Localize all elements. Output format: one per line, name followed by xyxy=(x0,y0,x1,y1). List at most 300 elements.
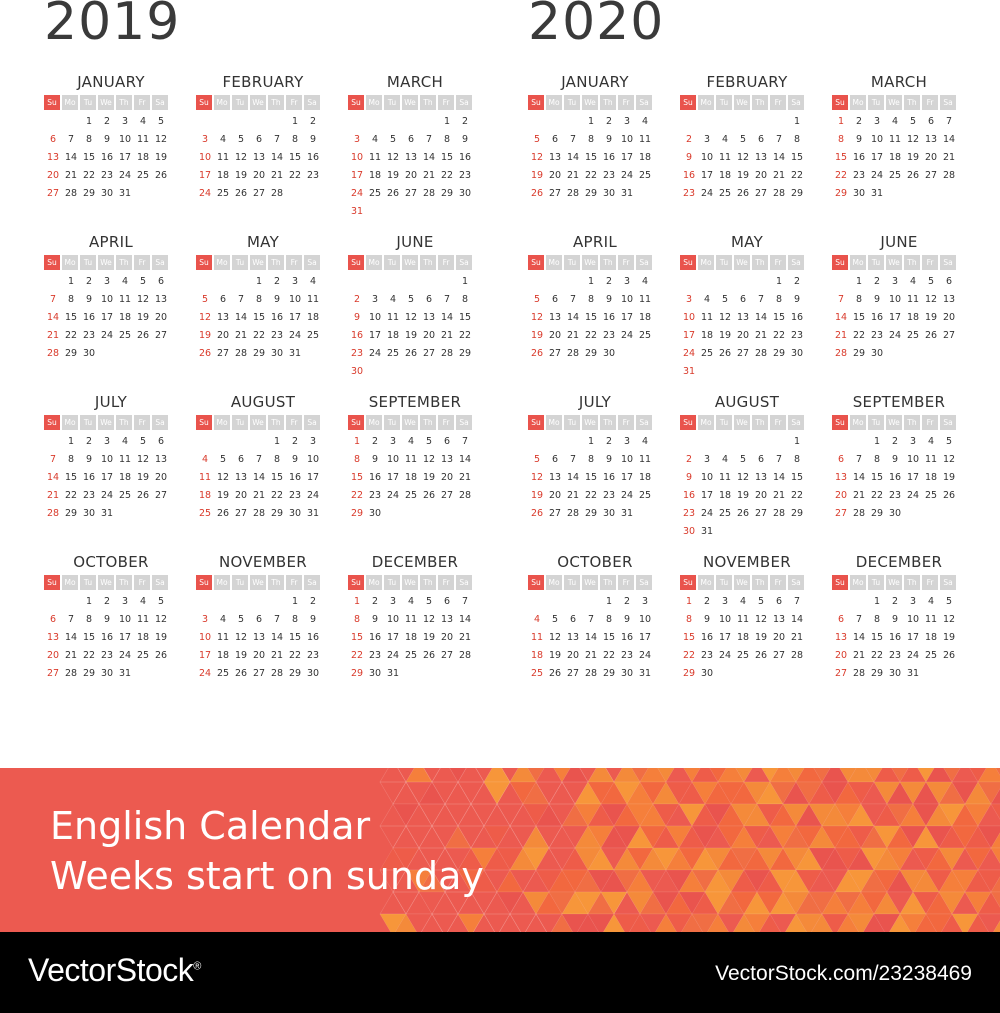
day-cell xyxy=(904,345,922,363)
day-cell xyxy=(438,363,456,381)
day-cell xyxy=(420,363,438,381)
day-cell: 7 xyxy=(425,134,433,145)
day-grid xyxy=(44,433,178,523)
day-cell: 25 xyxy=(638,330,652,341)
week-row xyxy=(680,593,814,611)
day-cell: 6 xyxy=(443,436,451,447)
day-cell: 1 xyxy=(461,276,469,287)
day-cell: 2 xyxy=(891,596,899,607)
day-cell: 2 xyxy=(85,276,93,287)
day-cell: 21 xyxy=(64,650,78,661)
weekday-label: Tu xyxy=(868,95,884,110)
day-cell: 9 xyxy=(103,614,111,625)
day-cell xyxy=(940,505,958,523)
month-name: JULY xyxy=(578,393,612,411)
day-cell: 18 xyxy=(386,330,400,341)
day-cell-sunday: 21 xyxy=(834,330,848,341)
month-name: AUGUST xyxy=(230,393,296,411)
weekday-header xyxy=(348,415,482,430)
day-cell: 30 xyxy=(458,188,472,199)
month-name: OCTOBER xyxy=(557,553,633,571)
day-cell xyxy=(420,505,438,523)
day-cell: 26 xyxy=(754,650,768,661)
day-cell: 1 xyxy=(291,596,299,607)
weekday-label: Th xyxy=(600,575,616,590)
day-cell xyxy=(752,523,770,541)
footer-bar xyxy=(0,932,1000,1013)
day-cell: 6 xyxy=(237,454,245,465)
day-cell-sunday: 10 xyxy=(198,152,212,163)
day-cell xyxy=(716,665,734,683)
week-row xyxy=(196,665,330,683)
day-cell: 4 xyxy=(407,596,415,607)
day-cell xyxy=(214,593,232,611)
day-cell: 24 xyxy=(118,170,132,181)
day-cell-sunday: 13 xyxy=(46,152,60,163)
week-row xyxy=(348,665,482,683)
day-cell: 25 xyxy=(700,348,714,359)
day-cell xyxy=(250,113,268,131)
day-grid xyxy=(680,593,814,683)
day-cell: 18 xyxy=(924,472,938,483)
day-cell: 6 xyxy=(757,134,765,145)
month-name: JANUARY xyxy=(77,73,145,91)
day-cell: 20 xyxy=(252,170,266,181)
month-block xyxy=(528,392,662,523)
week-row xyxy=(528,273,662,291)
day-cell: 23 xyxy=(82,330,96,341)
day-cell: 27 xyxy=(252,188,266,199)
weekday-header xyxy=(196,415,330,430)
day-cell: 14 xyxy=(422,152,436,163)
day-cell xyxy=(62,593,80,611)
week-row xyxy=(680,665,814,683)
day-cell: 18 xyxy=(136,632,150,643)
day-cell xyxy=(940,345,958,363)
day-cell: 4 xyxy=(139,596,147,607)
weekday-header xyxy=(528,95,662,110)
day-cell: 1 xyxy=(273,436,281,447)
week-row xyxy=(196,273,330,291)
day-cell: 9 xyxy=(855,134,863,145)
week-row xyxy=(680,327,814,345)
day-cell: 22 xyxy=(870,650,884,661)
day-cell-sunday: 8 xyxy=(353,614,361,625)
day-cell: 29 xyxy=(870,508,884,519)
day-cell: 5 xyxy=(425,436,433,447)
day-cell-sunday: 19 xyxy=(530,490,544,501)
registered-mark: ® xyxy=(193,960,201,973)
day-cell-sunday xyxy=(832,273,850,291)
weekday-label: Tu xyxy=(80,575,96,590)
day-cell: 28 xyxy=(234,348,248,359)
month-block xyxy=(196,552,330,683)
day-cell xyxy=(402,203,420,221)
day-cell: 12 xyxy=(718,312,732,323)
week-row xyxy=(196,593,330,611)
weekday-label: We xyxy=(582,415,598,430)
weekday-label: Mo xyxy=(214,95,230,110)
weekday-label: Sa xyxy=(304,95,320,110)
weekday-label: Fr xyxy=(438,95,454,110)
day-cell: 27 xyxy=(736,348,750,359)
day-cell xyxy=(922,505,940,523)
day-cell: 22 xyxy=(790,490,804,501)
day-cell: 16 xyxy=(82,312,96,323)
day-cell-sunday xyxy=(44,273,62,291)
day-cell: 27 xyxy=(404,188,418,199)
day-cell: 13 xyxy=(404,152,418,163)
day-cell xyxy=(232,433,250,451)
triangle-pattern xyxy=(0,768,1000,932)
day-cell: 24 xyxy=(386,490,400,501)
week-row xyxy=(44,113,178,131)
day-cell: 15 xyxy=(440,152,454,163)
day-cell: 29 xyxy=(852,348,866,359)
weekday-header xyxy=(832,575,966,590)
week-row xyxy=(348,291,482,309)
day-cell: 20 xyxy=(404,170,418,181)
weekday-label: Th xyxy=(904,575,920,590)
weekday-label: Th xyxy=(752,255,768,270)
day-cell: 26 xyxy=(736,508,750,519)
day-cell-sunday: 8 xyxy=(837,134,845,145)
day-cell xyxy=(618,345,636,363)
day-cell: 26 xyxy=(942,490,956,501)
day-cell xyxy=(582,593,600,611)
week-row xyxy=(832,665,966,683)
weekday-label: We xyxy=(98,95,114,110)
day-cell: 26 xyxy=(924,330,938,341)
day-cell xyxy=(134,185,152,203)
day-cell xyxy=(366,203,384,221)
day-cell: 8 xyxy=(67,294,75,305)
day-cell: 17 xyxy=(288,312,302,323)
day-cell: 25 xyxy=(136,650,150,661)
weekday-label: Mo xyxy=(850,95,866,110)
day-cell: 1 xyxy=(443,116,451,127)
day-cell: 31 xyxy=(118,188,132,199)
day-cell: 1 xyxy=(605,596,613,607)
day-cell xyxy=(214,273,232,291)
day-cell-sunday xyxy=(44,593,62,611)
day-cell: 11 xyxy=(638,454,652,465)
day-cell: 26 xyxy=(942,650,956,661)
day-grid xyxy=(348,273,482,381)
day-cell: 3 xyxy=(909,436,917,447)
day-cell: 8 xyxy=(587,294,595,305)
day-cell xyxy=(770,113,788,131)
weekday-label: Fr xyxy=(618,415,634,430)
day-cell-sunday: 3 xyxy=(201,614,209,625)
day-cell: 13 xyxy=(548,472,562,483)
day-cell-sunday: 16 xyxy=(682,170,696,181)
day-cell-sunday: 16 xyxy=(350,330,364,341)
day-cell: 29 xyxy=(790,188,804,199)
day-cell: 11 xyxy=(404,614,418,625)
day-cell: 8 xyxy=(793,454,801,465)
day-cell-sunday: 22 xyxy=(682,650,696,661)
day-cell: 30 xyxy=(270,348,284,359)
day-cell: 16 xyxy=(368,632,382,643)
day-cell-sunday: 10 xyxy=(198,632,212,643)
day-cell: 30 xyxy=(790,348,804,359)
day-cell: 29 xyxy=(584,508,598,519)
day-cell-sunday xyxy=(348,273,366,291)
day-cell: 22 xyxy=(602,650,616,661)
month-name: SEPTEMBER xyxy=(368,393,462,411)
day-cell-sunday: 12 xyxy=(530,472,544,483)
day-cell: 23 xyxy=(368,650,382,661)
day-cell xyxy=(456,665,474,683)
day-cell-sunday xyxy=(196,593,214,611)
day-cell-sunday: 29 xyxy=(350,668,364,679)
day-cell: 4 xyxy=(371,134,379,145)
weekday-label: Mo xyxy=(214,255,230,270)
day-cell: 20 xyxy=(736,330,750,341)
weekday-label: Fr xyxy=(770,415,786,430)
day-cell: 21 xyxy=(772,170,786,181)
day-cell: 24 xyxy=(368,348,382,359)
day-cell: 9 xyxy=(793,294,801,305)
day-cell: 11 xyxy=(118,294,132,305)
day-cell: 24 xyxy=(620,170,634,181)
week-row xyxy=(528,113,662,131)
week-row xyxy=(44,611,178,629)
day-cell: 11 xyxy=(216,152,230,163)
day-cell: 7 xyxy=(569,454,577,465)
day-cell xyxy=(402,665,420,683)
week-row xyxy=(528,611,662,629)
day-cell-sunday: 16 xyxy=(682,490,696,501)
day-cell xyxy=(636,505,654,523)
week-row xyxy=(680,523,814,541)
day-cell xyxy=(770,523,788,541)
day-cell: 7 xyxy=(255,454,263,465)
day-cell xyxy=(438,203,456,221)
week-row xyxy=(196,611,330,629)
weekday-label: Fr xyxy=(438,255,454,270)
weekday-label: Mo xyxy=(698,415,714,430)
week-row xyxy=(44,185,178,203)
weekday-label: Tu xyxy=(716,575,732,590)
day-cell: 13 xyxy=(548,312,562,323)
day-cell-sunday: 29 xyxy=(682,668,696,679)
day-cell: 5 xyxy=(139,436,147,447)
day-cell: 25 xyxy=(368,188,382,199)
day-cell: 31 xyxy=(870,188,884,199)
weekday-label: Mo xyxy=(214,415,230,430)
weekday-label: Tu xyxy=(232,95,248,110)
day-cell: 28 xyxy=(790,650,804,661)
day-cell: 4 xyxy=(703,294,711,305)
day-cell: 12 xyxy=(736,472,750,483)
week-row xyxy=(832,345,966,363)
day-cell: 28 xyxy=(566,188,580,199)
day-cell: 25 xyxy=(386,348,400,359)
day-cell: 4 xyxy=(927,436,935,447)
week-row xyxy=(348,309,482,327)
week-row xyxy=(528,309,662,327)
day-cell: 12 xyxy=(404,312,418,323)
weekday-label: Mo xyxy=(62,415,78,430)
day-cell xyxy=(456,363,474,381)
day-cell: 11 xyxy=(306,294,320,305)
day-cell: 10 xyxy=(700,152,714,163)
day-cell: 21 xyxy=(566,330,580,341)
day-cell: 21 xyxy=(772,490,786,501)
day-cell: 10 xyxy=(288,294,302,305)
day-cell: 14 xyxy=(772,472,786,483)
weekday-header xyxy=(44,415,178,430)
day-cell: 7 xyxy=(793,596,801,607)
weekday-label: Fr xyxy=(438,415,454,430)
week-row xyxy=(528,665,662,683)
day-cell: 2 xyxy=(461,116,469,127)
day-grid xyxy=(528,593,662,683)
weekday-label: Mo xyxy=(850,255,866,270)
day-cell: 23 xyxy=(888,490,902,501)
month-block xyxy=(528,552,662,683)
day-cell xyxy=(152,665,170,683)
week-row xyxy=(196,433,330,451)
weekday-label: Tu xyxy=(564,255,580,270)
day-cell: 12 xyxy=(136,454,150,465)
day-cell: 3 xyxy=(389,596,397,607)
day-cell: 30 xyxy=(700,668,714,679)
day-cell: 22 xyxy=(852,330,866,341)
day-cell: 11 xyxy=(700,312,714,323)
day-cell: 14 xyxy=(852,632,866,643)
month-block xyxy=(44,552,178,683)
week-row xyxy=(44,469,178,487)
day-cell-sunday: 10 xyxy=(682,312,696,323)
day-cell-sunday: 5 xyxy=(533,454,541,465)
week-row xyxy=(680,167,814,185)
weekday-label: Sa xyxy=(788,95,804,110)
day-cell: 19 xyxy=(422,632,436,643)
day-cell: 7 xyxy=(237,294,245,305)
week-row xyxy=(44,167,178,185)
day-cell: 4 xyxy=(909,276,917,287)
day-cell: 14 xyxy=(772,152,786,163)
day-cell: 2 xyxy=(85,436,93,447)
weekday-label: Sa xyxy=(304,415,320,430)
week-row xyxy=(680,647,814,665)
day-cell: 16 xyxy=(888,632,902,643)
day-cell: 30 xyxy=(870,348,884,359)
week-row xyxy=(348,647,482,665)
day-grid xyxy=(348,593,482,683)
day-cell: 17 xyxy=(700,490,714,501)
day-cell xyxy=(286,185,304,203)
day-cell: 10 xyxy=(306,454,320,465)
week-row xyxy=(528,593,662,611)
day-cell: 22 xyxy=(584,330,598,341)
weekday-label: We xyxy=(734,575,750,590)
day-grid xyxy=(832,113,966,203)
week-row xyxy=(528,149,662,167)
week-row xyxy=(44,647,178,665)
day-cell: 20 xyxy=(234,490,248,501)
day-cell: 9 xyxy=(605,294,613,305)
day-cell: 27 xyxy=(548,188,562,199)
day-cell-sunday: 26 xyxy=(530,348,544,359)
day-cell: 19 xyxy=(404,330,418,341)
day-cell-sunday: 1 xyxy=(837,116,845,127)
day-cell: 17 xyxy=(718,632,732,643)
day-cell: 1 xyxy=(587,116,595,127)
day-cell-sunday: 26 xyxy=(198,348,212,359)
day-cell: 23 xyxy=(700,650,714,661)
day-cell xyxy=(922,345,940,363)
day-cell: 15 xyxy=(584,472,598,483)
day-cell-sunday: 24 xyxy=(682,348,696,359)
day-cell: 5 xyxy=(407,294,415,305)
day-cell: 29 xyxy=(288,668,302,679)
day-cell: 5 xyxy=(425,596,433,607)
weekday-label: Th xyxy=(752,575,768,590)
day-cell: 28 xyxy=(584,668,598,679)
day-cell: 21 xyxy=(270,170,284,181)
day-cell: 22 xyxy=(82,650,96,661)
day-cell: 7 xyxy=(569,134,577,145)
day-cell: 3 xyxy=(641,596,649,607)
day-cell-sunday: 19 xyxy=(198,330,212,341)
day-cell: 15 xyxy=(852,312,866,323)
weekday-label: Mo xyxy=(698,255,714,270)
week-row xyxy=(44,309,178,327)
day-cell: 11 xyxy=(386,312,400,323)
day-cell: 3 xyxy=(389,436,397,447)
day-cell xyxy=(734,523,752,541)
day-cell: 6 xyxy=(551,294,559,305)
day-cell-sunday: 13 xyxy=(834,632,848,643)
day-cell-sunday: 15 xyxy=(834,152,848,163)
day-cell xyxy=(698,273,716,291)
weekday-label: Sa xyxy=(304,575,320,590)
day-cell: 26 xyxy=(906,170,920,181)
day-cell: 11 xyxy=(136,134,150,145)
day-cell xyxy=(384,363,402,381)
day-cell xyxy=(564,593,582,611)
day-cell: 28 xyxy=(942,170,956,181)
day-cell: 24 xyxy=(620,490,634,501)
weekday-label: We xyxy=(402,95,418,110)
day-cell xyxy=(716,523,734,541)
day-cell: 14 xyxy=(64,152,78,163)
day-cell: 22 xyxy=(870,490,884,501)
day-cell: 6 xyxy=(927,116,935,127)
day-cell: 12 xyxy=(154,614,168,625)
day-cell: 2 xyxy=(891,436,899,447)
week-row xyxy=(196,505,330,523)
day-cell: 15 xyxy=(64,472,78,483)
day-cell xyxy=(438,505,456,523)
day-cell-sunday: 8 xyxy=(353,454,361,465)
day-cell: 10 xyxy=(620,134,634,145)
day-cell xyxy=(402,363,420,381)
weekday-label: Mo xyxy=(366,255,382,270)
day-cell: 10 xyxy=(718,614,732,625)
day-cell: 16 xyxy=(888,472,902,483)
day-cell: 23 xyxy=(888,650,902,661)
day-cell: 30 xyxy=(306,668,320,679)
weekday-label: Su xyxy=(196,95,212,110)
day-cell: 6 xyxy=(551,454,559,465)
weekday-label: Mo xyxy=(366,95,382,110)
day-cell: 15 xyxy=(790,472,804,483)
